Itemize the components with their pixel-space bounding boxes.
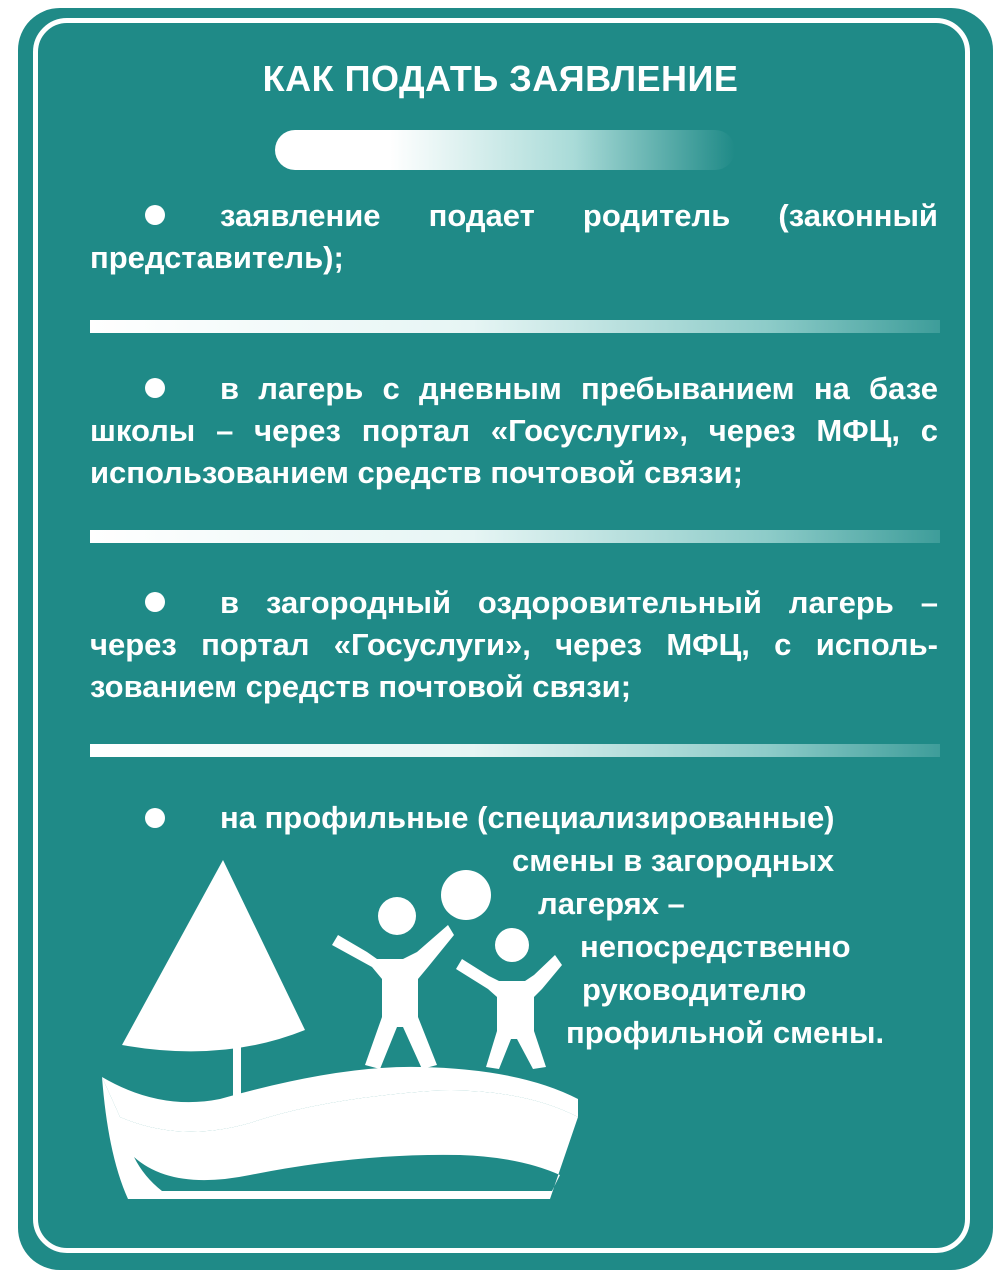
children-tree-boat-icon [100, 855, 600, 1205]
bullet-icon [145, 205, 165, 225]
bullet-icon [145, 808, 165, 828]
list-item-text: в лагерь с дневным пребыванием на базе школы – через портал «Госуслуги», через МФЦ, с использованием средств почтовой связи; [90, 371, 938, 490]
list-item-day-camp [90, 368, 938, 494]
list-item-line: смены в загородных [512, 843, 835, 878]
list-item-line: руководителю [582, 972, 807, 1007]
list-item-line: профильной смены. [566, 1015, 885, 1050]
separator-bar [90, 530, 940, 543]
list-item-text: в загородный оздоровительный лагерь – через портал «Госуслуги», через МФЦ, с исполь-зованием средств почтовой связи; [90, 585, 938, 704]
list-item-text: заявление подает родитель (законный представитель); [90, 198, 938, 275]
separator-bar [90, 744, 940, 757]
page-title: КАК ПОДАТЬ ЗАЯВЛЕНИЕ [262, 58, 739, 99]
list-item-line: непосредственно [580, 929, 851, 964]
list-item-line: на профильные (специализированные) [220, 800, 835, 835]
bullet-icon [145, 378, 165, 398]
list-item-line: лагерях – [538, 886, 685, 921]
list-item-country-camp [90, 582, 938, 708]
list-item-parent [90, 195, 938, 279]
title-underline-bar [275, 130, 735, 170]
separator-bar [90, 320, 940, 333]
bullet-icon [145, 592, 165, 612]
